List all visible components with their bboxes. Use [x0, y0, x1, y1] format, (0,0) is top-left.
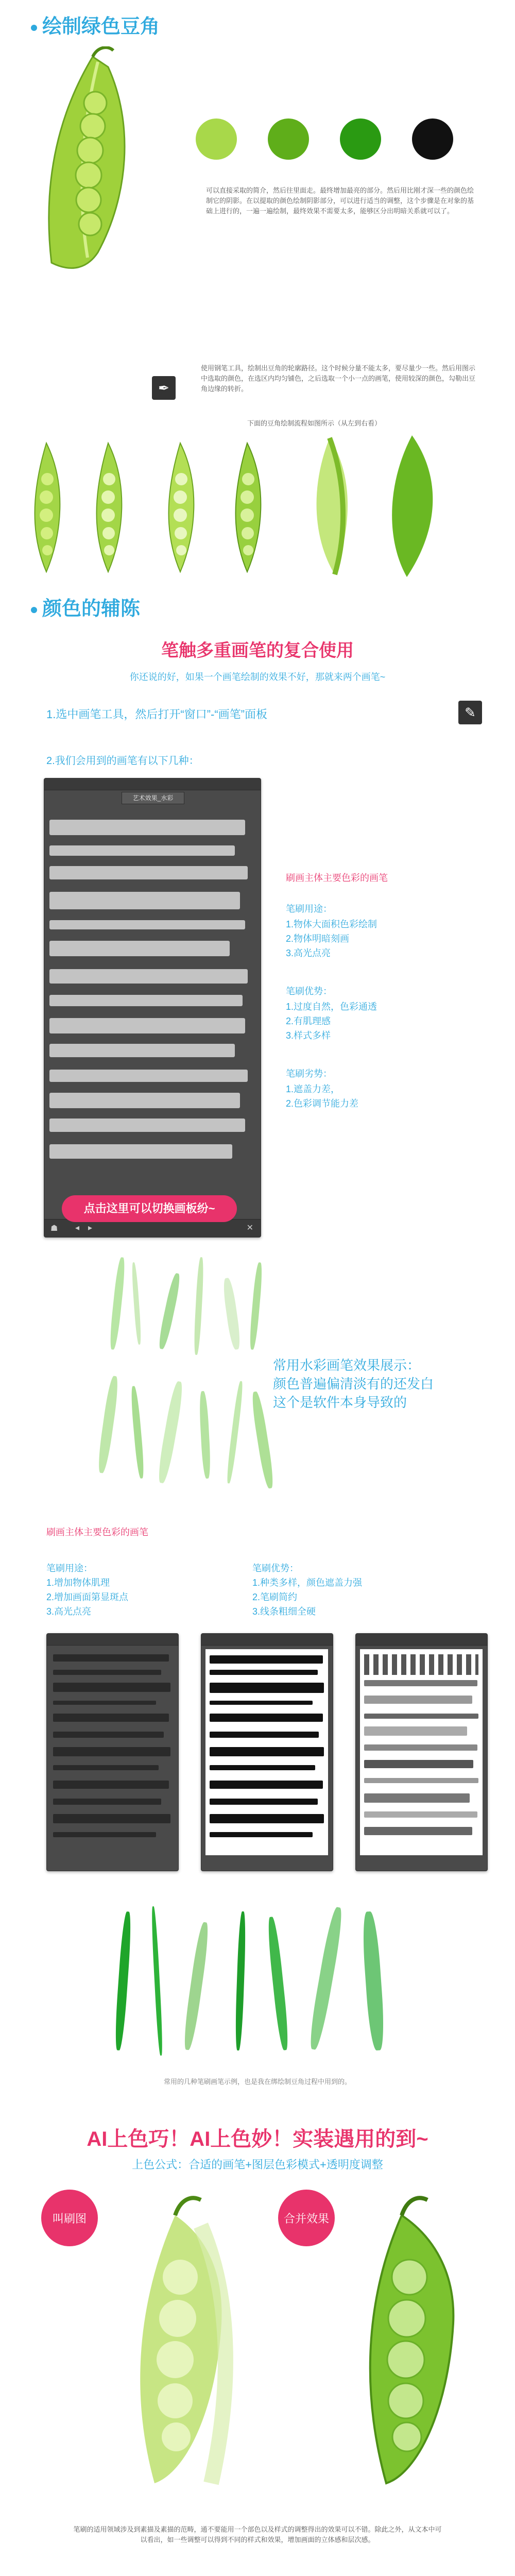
pea-pod-merged — [330, 2195, 500, 2504]
panel-titlebar — [356, 1634, 487, 1646]
next-arrow-icon[interactable]: ▸ — [88, 1224, 93, 1232]
brush-adv-3: 3.样式多样 — [286, 1030, 331, 1041]
brush-panel-1[interactable] — [46, 1633, 179, 1871]
pod-step-2 — [97, 443, 122, 572]
brush2-adv-3: 3.线条粗细全硬 — [252, 1606, 316, 1617]
coloring-title: AI上色巧！AI上色妙！实装遇用的到~ — [87, 2128, 428, 2150]
library-icon[interactable]: ☗ — [50, 1224, 58, 1233]
brush-panel-2[interactable] — [201, 1633, 333, 1871]
brush-use-1: 1.物体大面积色彩绘制 — [286, 919, 377, 929]
bullet-dot — [31, 25, 37, 31]
paragraph-pen: 使用钢笔工具，绘制出豆角的轮廓路径。这个时候分量不能太多，要尽量少一些。然后用图示中选取的颜色，在选区内均匀铺色，之后选取一个小一点的画笔，使用较深的颜色，勾勒出豆角边缘的转折。 — [201, 364, 476, 393]
brush-use-2: 2.物体明暗刻画 — [286, 934, 350, 944]
paragraph-intro: 可以直接采取的简介，然后往里面走。最终增加最亮的部分。然后用比刚才深一些的颜色绘制它的阴影。在以提取的颜色绘制阴影部分，可以进行适当的调整，这个步骤是在对象的基础上进行的，一遍一遍绘制，最终效果不需要太多，能够区分出明暗关系就可以了。 — [206, 187, 474, 215]
step-brush-list: 2.我们会用到的画笔有以下几种： — [46, 755, 199, 767]
delete-icon[interactable]: ✕ — [246, 1224, 253, 1232]
pea-pod-strokes — [98, 2195, 268, 2504]
green-brush-caption: 常用的几种笔刷画笔示例，也是我在绑绘制豆角过程中用到的。 — [163, 2078, 351, 2086]
brush2-adv-1: 1.种类多样，颜色遮盖力强 — [252, 1578, 363, 1588]
brush-advantages-title: 笔刷优势： — [286, 986, 332, 996]
watercolor-caption-2: 颜色普遍偏清淡有的还发白 — [273, 1376, 434, 1392]
pod-step-1 — [35, 443, 60, 572]
coloring-paragraph: 笔刷的适用领域涉及到素描及素描的范畴，通不要能用一个部色以及样式的调整得出的效果可以不错。除此之外，从文本中可以看出，如一些调整可以得到不同的样式和效果，增加画面的立体感和层次感。 — [73, 2526, 442, 2544]
pod-step-3 — [169, 443, 194, 572]
brush-adv-1: 1.过度自然，色彩通透 — [286, 1002, 377, 1012]
pod-step-6 — [392, 435, 433, 577]
pen-tool-icon: ✒ — [152, 376, 176, 400]
color-swatch-dark-green — [340, 118, 381, 160]
brush-disadvantages-title: 笔刷劣势： — [286, 1069, 332, 1079]
brush-list[interactable] — [49, 815, 250, 1185]
watercolor-caption-1: 常用水彩画笔效果展示： — [273, 1358, 421, 1373]
brush-uses-title: 笔刷用途： — [286, 904, 332, 914]
switch-panel-bubble: 点击这里可以切换画板纷~ — [62, 1195, 237, 1222]
pod-step-4 — [236, 443, 261, 572]
brush-use-3: 3.高光点亮 — [286, 948, 331, 958]
brush-panel-3[interactable] — [355, 1633, 488, 1871]
brush-adv-2: 2.有肌理感 — [286, 1016, 331, 1026]
brush-dis-1: 1.遮盖力差， — [286, 1084, 340, 1094]
panel-titlebar — [47, 1634, 178, 1646]
section-heading-color: 颜色的辅陈 — [31, 592, 140, 621]
tag-merged-effect: 合并效果 — [278, 2190, 335, 2246]
bullet-dot — [31, 607, 37, 613]
brush2-adv-2: 2.笔刷简约 — [252, 1592, 298, 1602]
caption-steps: 下面的豆角绘制流程如图所示（从左到右看） — [247, 419, 382, 427]
brush-combo-subtitle: 你还说的好，如果一个画笔绘制的效果不好，那就来两个画笔~ — [129, 672, 386, 682]
watercolor-caption-3: 这个是软件本身导致的 — [273, 1395, 407, 1410]
color-swatch-black — [412, 118, 453, 160]
brush-name: 刷画主体主要色彩的画笔 — [286, 873, 388, 883]
brush2-uses-title: 笔刷用途： — [46, 1563, 93, 1573]
brush-panel[interactable] — [44, 778, 261, 1238]
tag-brush-strokes: 叫刷图 — [41, 2190, 98, 2246]
color-swatch-green — [268, 118, 309, 160]
brush2-use-3: 3.高光点亮 — [46, 1606, 92, 1617]
panel-tab[interactable]: 艺术效果_水彩 — [122, 792, 184, 804]
color-swatch-light-green — [196, 118, 237, 160]
coloring-formula: 上色公式：合适的画笔+图层色彩模式+透明度调整 — [132, 2158, 383, 2171]
brush2-advantages-title: 笔刷优势： — [252, 1563, 299, 1573]
green-brush-strokes-sample — [103, 1901, 422, 2066]
pod-step-5 — [317, 438, 348, 574]
section-heading-draw-pea: 绘制绿色豆角 — [31, 10, 160, 39]
prev-arrow-icon[interactable]: ◂ — [75, 1224, 80, 1232]
pea-pod-illustration-large — [10, 46, 185, 283]
brush2-name: 刷画主体主要色彩的画笔 — [46, 1527, 148, 1537]
brush-dis-2: 2.色彩调节能力差 — [286, 1098, 359, 1109]
panel-titlebar — [44, 778, 261, 790]
pea-pod-steps-row — [26, 433, 500, 582]
brush-combo-title: 笔触多重画笔的复合使用 — [161, 641, 354, 660]
brush-tool-icon[interactable]: ✎ — [458, 701, 482, 724]
panel-titlebar — [201, 1634, 333, 1646]
brush2-use-1: 1.增加物体肌理 — [46, 1578, 110, 1588]
step-open-brush-panel: 1.选中画笔工具，然后打开“窗口”-“画笔”面板 — [46, 708, 267, 721]
brush2-use-2: 2.增加画面第显斑点 — [46, 1592, 129, 1602]
